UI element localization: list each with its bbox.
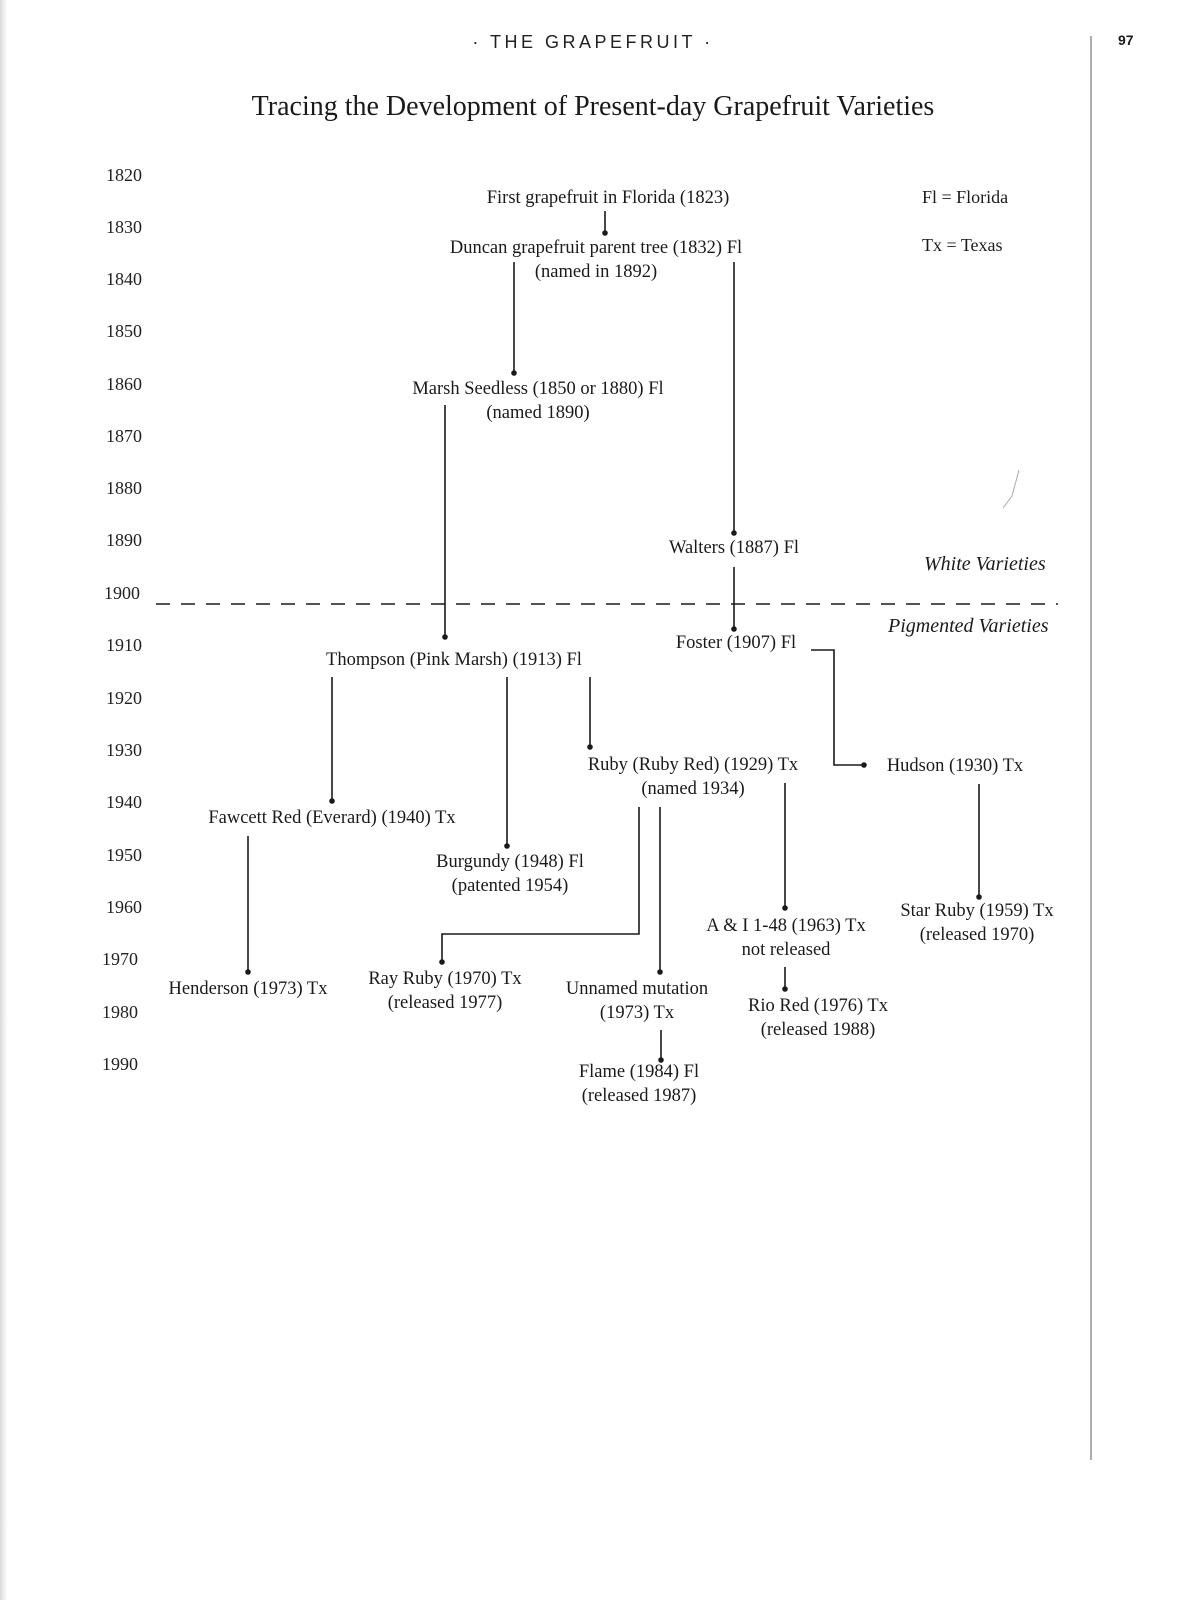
node-name: Unnamed mutation [565, 979, 709, 999]
year-label: 1980 [102, 1002, 138, 1022]
node-burgundy [436, 850, 584, 898]
node-hudson: Hudson (1930) Tx [886, 756, 1024, 776]
node-ai-1-48 [706, 914, 865, 962]
node-name: Burgundy (1948) Fl [436, 852, 584, 872]
edge-dot [329, 798, 335, 804]
edge-dot [511, 370, 517, 376]
legend-texas: Tx = Texas [922, 235, 1003, 255]
year-label: 1920 [106, 688, 142, 708]
node-ray-ruby [368, 967, 521, 1015]
year-label: 1830 [106, 217, 142, 237]
node-first-grapefruit: First grapefruit in Florida (1823) [486, 188, 730, 208]
diagram-title: Tracing the Development of Present-day Grapefruit Varieties [251, 91, 935, 122]
edge-dot [504, 843, 510, 849]
node-ruby-red [588, 753, 798, 801]
year-label: 1860 [106, 374, 142, 394]
year-label: 1840 [106, 269, 142, 289]
stray-mark [1003, 470, 1019, 508]
node-note: (released 1987) [581, 1086, 697, 1106]
node-name: Ruby (Ruby Red) (1929) Tx [587, 755, 799, 775]
node-name: Star Ruby (1959) Tx [900, 901, 1054, 921]
node-note: (released 1970) [919, 925, 1035, 945]
edge-dot [657, 969, 663, 975]
node-duncan [450, 236, 742, 284]
edge-dot [731, 530, 737, 536]
year-label: 1990 [102, 1054, 138, 1074]
node-name: Marsh Seedless (1850 or 1880) Fl [412, 379, 664, 399]
node-name: Duncan grapefruit parent tree (1832) Fl [449, 238, 743, 258]
node-name: A & I 1-48 (1963) Tx [706, 916, 866, 936]
node-name: Ray Ruby (1970) Tx [368, 969, 522, 989]
year-label: 1890 [106, 530, 142, 550]
page-number: 97 [1118, 32, 1134, 48]
edge-dot [439, 959, 445, 965]
node-fawcett-red: Fawcett Red (Everard) (1940) Tx [208, 808, 456, 828]
node-walters: Walters (1887) Fl [668, 538, 800, 558]
node-note: (named 1890) [486, 403, 590, 423]
year-label: 1970 [102, 949, 138, 969]
node-note: (named in 1892) [534, 262, 658, 282]
node-note: not released [741, 940, 831, 960]
year-label: 1850 [106, 321, 142, 341]
node-note: (released 1977) [387, 993, 503, 1013]
year-label: 1870 [106, 426, 142, 446]
node-rio-red [748, 994, 888, 1042]
node-marsh-seedless [412, 377, 663, 425]
edge-dot [245, 969, 251, 975]
year-label: 1900 [104, 583, 140, 603]
node-note: (named 1934) [641, 779, 745, 799]
node-note: (1973) Tx [599, 1003, 675, 1023]
edge-dot [602, 230, 608, 236]
pigmented-varieties-label: Pigmented Varieties [888, 615, 1049, 637]
year-label: 1940 [106, 792, 142, 812]
node-note: (patented 1954) [451, 876, 569, 896]
year-label: 1950 [106, 845, 142, 865]
node-henderson: Henderson (1973) Tx [168, 979, 328, 999]
year-label: 1820 [106, 165, 142, 185]
white-varieties-label: White Varieties [924, 553, 1046, 575]
edge-foster-hudson [811, 650, 862, 765]
running-head: · THE GRAPEFRUIT · [472, 32, 714, 52]
edge-dot [861, 762, 867, 768]
node-flame [579, 1060, 699, 1108]
node-thompson: Thompson (Pink Marsh) (1913) Fl [326, 650, 582, 670]
node-name: Flame (1984) Fl [578, 1062, 700, 1082]
node-foster: Foster (1907) Fl [675, 633, 797, 653]
edge-dot [442, 634, 448, 640]
edge-dot [782, 905, 788, 911]
year-label: 1880 [106, 478, 142, 498]
legend-florida: Fl = Florida [922, 187, 1009, 207]
year-label: 1960 [106, 897, 142, 917]
edge-dot [587, 744, 593, 750]
node-star-ruby [900, 899, 1053, 947]
node-name: Rio Red (1976) Tx [748, 996, 888, 1016]
year-label: 1910 [106, 635, 142, 655]
node-note: (released 1988) [760, 1020, 876, 1040]
year-label: 1930 [106, 740, 142, 760]
node-unnamed-mutation [566, 977, 708, 1025]
edge-dot [782, 986, 788, 992]
